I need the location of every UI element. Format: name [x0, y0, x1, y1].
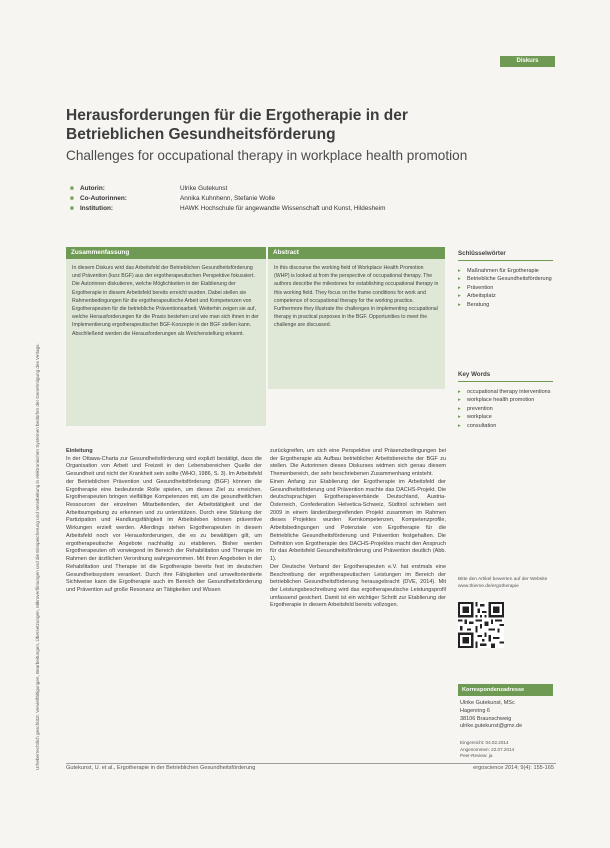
abstract-english-text: In this discourse the working field of Workplace Health Promotion (WHP) is looked at from the perspective of occupational therapy. The authors describe the milestones for establishing occupational therapy in this working field. They focus on the frame conditions for work and competence of occupational therapy for the working practice. Furthermore they illustrate the challenges in implementing occupational therapy in practical purposes in the BGF. Opportunities to meet the challenge are discussed.	[274, 265, 439, 329]
meta-value: HAWK Hochschule für angewandte Wissenschaft und Kunst, Hildesheim	[180, 205, 386, 212]
meta-key: Autorin:	[80, 185, 105, 192]
meta-value: Ulrike Gutekunst	[180, 185, 228, 192]
contact-address	[460, 700, 552, 731]
contact-line: Ulrike Gutekunst, MSc	[460, 700, 515, 706]
footer-journal: ergoscience 2014; 9(4): 155-165	[473, 765, 554, 771]
keyword-item: ▸ Betriebliche Gesundheitsförderung	[458, 275, 553, 283]
keywords-german-heading: Schlüsselwörter	[458, 250, 553, 261]
keyword-item: ▸ Prävention	[458, 284, 553, 292]
meta-value: Annika Kuhnhenn, Stefanie Wolle	[180, 195, 276, 202]
body-column-right	[270, 448, 446, 610]
body-column-left	[66, 448, 262, 595]
keywords-english-heading: Key Words	[458, 371, 553, 382]
body-paragraph: Einen Anfang zur Etablierung der Ergotherapie im Arbeitsfeld der Gesundheitsförderung und Prävention machte das DACHS-Projekt. Die deutschsprachigen Ergotherapieverbände Deutschland, Austria-Österreich, Confederation Helvetica-Schweiz, Südtirol schrieben seit 2009 in einem länderübergreifenden Projekt zusammen im Rahmen dieses Projektes wurden Kernkompetenzen, Kompetenzprofile, Arbeitsbedingungen und Potenziale von Ergotherapie für die Betriebliche Gesundheitsförderung und Prävention festgehalten. Die Definition von Ergotherapie des DACHS-Projektes macht den Anspruch für das Arbeitsfeld Gesundheitsförderung und Prävention deutlich (Abb. 1).	[270, 478, 446, 563]
meta-row-coauthors	[70, 194, 500, 204]
keyword-item: ▸ occupational therapy interventions	[458, 388, 553, 396]
qr-caption: Bitte den Artikel bewerten auf der Website www.thieme.de/ergotherapie	[458, 577, 548, 589]
qr-code-icon[interactable]	[458, 602, 504, 648]
body-paragraph: Der Deutsche Verband der Ergotherapeuten e.V. hat erstmals eine Beschreibung der ergotherapeutischen Leistungen im Bereich der betrieblichen Gesundheitsförderung herausgebracht (DVE, 2014). Mit der Leistungsbeschreibung wird das ergotherapeutische Leistungsprofil umfassend gesichert. Damit ist ein wichtiger Schritt zur Etablierung der Ergotherapie in diesem Arbeitsfeld bereits vollzogen.	[270, 563, 446, 609]
keywords-german	[458, 250, 553, 309]
article-title-german: Herausforderungen für die Ergotherapie in der Betrieblichen Gesundheitsförderung	[66, 107, 408, 143]
article-title-english: Challenges for occupational therapy in workplace health promotion	[66, 148, 468, 163]
keyword-item: ▸ Maßnahmen für Ergotherapie	[458, 267, 553, 275]
keyword-item: ▸ Arbeitsplatz	[458, 292, 553, 300]
contact-line: 38106 Braunschweig	[460, 715, 512, 722]
abstract-german-text: In diesem Diskurs wird das Arbeitsfeld der Betrieblichen Gesundheitsförderung und Prävention (kurz BGF) aus der ergotherapeutischen Perspektive fokussiert. Die Autorinnen diskutieren, welche Möglichkeiten in der Etablierung der Ergotherapie in diesem Arbeitsfeld bereits erreicht wurden. Dabei stellen sie Rahmenbedingungen für die ergotherapeutische Arbeit und Kompetenzen von Ergotherapeuten für die betriebliche Präventionsarbeit. Weiterhin zeigen sie auf, welche Herausforderungen für die Praxis bestehen und wie man sich ihnen in der Implementierung ergotherapeutischer BGF-Konzepte in der BGF stellen kann. Abschließend werden die Herausforderungen als Weichenstellung erkannt.	[72, 265, 259, 337]
abstract-german	[66, 247, 266, 426]
section-heading: Einleitung	[66, 448, 93, 454]
abstract-english-heading: Abstract	[268, 247, 445, 259]
copyright-note: Urheberrechtlich geschützt. Vervielfältigungen, Bearbeitungen, Übersetzungen, Mikroverfilmungen und die Einspeicherung und Verarbeitung in elektronischen Systemen bedürfen der Genehmigung des Verlags.	[35, 343, 40, 770]
submission-info: Eingereicht: 04.02.2014 Angenommen: 22.07.2014 Peer-Review: ja	[460, 740, 515, 759]
body-paragraph: zurückgreifen, um sich eine Perspektive und Präsenzbedingungen bei der Ergotherapie als Aufbau betrieblicher Arbeitsbereiche der BGF zu stellen. Die Autorinnen dieses Diskurses widmen sich genau diesem Themenbereich, der sehr beschriebenen Zusammenhang entsteht.	[270, 448, 446, 478]
meta-row-institution	[70, 204, 500, 214]
keyword-item: ▸ consultation	[458, 422, 553, 430]
keyword-item: ▸ prevention	[458, 405, 553, 413]
abstract-german-heading: Zusammenfassung	[66, 247, 266, 259]
body-paragraph: In der Ottawa-Charta zur Gesundheitsförderung wird explizit bestätigt, dass die Organisation von Arbeit und Freizeit in den Lebensbereichen Quelle der Gesundheit und nicht der Krankheit sein sollte (WHO, 1986, S. 3). Im Arbeitsfeld der Betrieblichen Prävention und Gesundheitsförderung (BGF) können die Ergotherapie eine bedeutende Rolle spielen, um dieses Ziel zu erreichen. Ergotherapeuten bringen vielfältige Kompetenzen mit, um die gesundheitlichen Ressourcen der einzelnen Mitarbeitenden, der Arbeitstätigkeit und der Arbeitsumgebung zu erkennen und zu unterstützen. Durch eine Stärkung der Partizipation und Handlungsfähigkeit im Arbeitsleben können präventive Wirkungen erzielt werden. Allerdings stehen Ergotherapeuten in diesem Arbeitsfeld noch vor Herausforderungen, die es zu bewältigen gilt, um ergotherapeutische Angebote nachhaltig zu etablieren. Bisher werden Ergotherapeuten oft vorwiegend im Bereich der Rehabilitation und Therapie im Rahmen der ärztlichen Verordnung wahrgenommen. Mit ihren Angeboten in der Rehabilitation und Therapie ist die Ergotherapie bereits fest im deutschen Gesundheitssystem verankert. Durch ihre Fähigkeiten und umweltorientierte Sichtweise kann die Ergotherapie auch im Bereich der Gesundheitsförderung und Prävention auf große Resonanz an Tätigkeiten und Wissen	[66, 455, 262, 593]
bullet-icon: ■	[70, 195, 74, 202]
keywords-english	[458, 371, 553, 430]
keyword-item: ▸ workplace health promotion	[458, 396, 553, 404]
footer-divider	[66, 763, 556, 764]
bullet-icon: ■	[70, 185, 74, 192]
abstract-english	[268, 247, 445, 389]
footer-citation: Gutekunst, U. et al., Ergotherapie in der Betrieblichen Gesundheitsförderung	[66, 765, 256, 771]
contact-email-link[interactable]: ulrike.gutekunst@gmx.de	[460, 723, 523, 730]
author-meta	[70, 184, 500, 214]
contact-heading: Korrespondenzadresse	[458, 684, 553, 696]
bullet-icon: ■	[70, 205, 74, 212]
meta-key: Institution:	[80, 205, 114, 212]
meta-row-author	[70, 184, 500, 194]
category-label: Diskurs	[500, 56, 555, 67]
contact-line: Hagenring 6	[460, 707, 490, 714]
meta-key: Co-Autorinnen:	[80, 195, 127, 202]
keyword-item: ▸ workplace	[458, 413, 553, 421]
copyright-sidebar	[30, 60, 44, 780]
keyword-item: ▸ Beratung	[458, 301, 553, 309]
